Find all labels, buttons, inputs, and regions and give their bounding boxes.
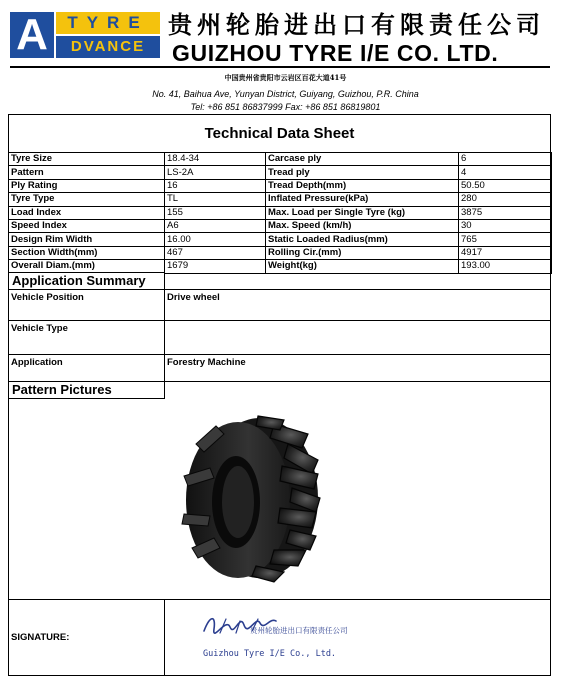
spec-value: LS-2A (165, 166, 266, 179)
spec-label: Max. Speed (km/h) (266, 219, 459, 232)
spec-row (9, 179, 552, 192)
spec-row (9, 166, 552, 179)
application-label: Application (11, 357, 63, 368)
spec-value: 280 (459, 193, 552, 206)
spec-table (8, 152, 552, 274)
spec-value: 1679 (165, 260, 266, 273)
spec-label: Inflated Pressure(kPa) (266, 193, 459, 206)
logo-tyre-text: TYRE (67, 13, 149, 32)
tyre-illustration (178, 414, 326, 584)
spec-value: 6 (459, 153, 552, 166)
spec-value: 467 (165, 246, 266, 259)
signature-divider (8, 599, 551, 600)
spec-value: 4917 (459, 246, 552, 259)
spec-value: 50.50 (459, 179, 552, 192)
company-stamp-english: Guizhou Tyre I/E Co., Ltd. (203, 649, 337, 659)
vehicle-type-label: Vehicle Type (11, 323, 68, 334)
spec-label: Carcase ply (266, 153, 459, 166)
app-row-divider (8, 320, 551, 321)
spec-row (9, 260, 552, 273)
spec-label: Load Index (9, 206, 165, 219)
contact-numbers: Tel: +86 851 86837999 Fax: +86 851 86819801 (190, 102, 381, 112)
spec-value: 16.00 (165, 233, 266, 246)
spec-label: Weight(kg) (266, 260, 459, 273)
application-summary-heading: Application Summary (8, 272, 165, 290)
spec-label: Section Width(mm) (9, 246, 165, 259)
spec-value: 765 (459, 233, 552, 246)
spec-label: Tyre Type (9, 193, 165, 206)
spec-value: 155 (165, 206, 266, 219)
spec-value: 30 (459, 219, 552, 232)
company-stamp-chinese: 贵州轮胎进出口有限责任公司 (250, 626, 348, 635)
spec-value: TL (165, 193, 266, 206)
vehicle-position-label: Vehicle Position (11, 292, 84, 303)
logo-letter: A (16, 10, 48, 59)
application-value: Forestry Machine (167, 357, 246, 368)
spec-row (9, 206, 552, 219)
spec-row (9, 246, 552, 259)
app-row-divider (8, 354, 551, 355)
spec-row (9, 153, 552, 166)
spec-label: Tread ply (266, 166, 459, 179)
app-column-divider (164, 289, 165, 381)
spec-label: Ply Rating (9, 179, 165, 192)
tyre-pattern-image (178, 414, 326, 584)
spec-value: 193.00 (459, 260, 552, 273)
spec-label: Design Rim Width (9, 233, 165, 246)
signature-column-divider (164, 599, 165, 676)
spec-value: 18.4-34 (165, 153, 266, 166)
spec-value: A6 (165, 219, 266, 232)
spec-label: Static Loaded Radius(mm) (266, 233, 459, 246)
sheet-title: Technical Data Sheet (204, 125, 355, 142)
address-chinese: 中国贵州省贵阳市云岩区百花大道41号 (224, 73, 347, 82)
spec-row (9, 219, 552, 232)
pattern-pictures-heading: Pattern Pictures (8, 381, 165, 399)
vehicle-position-value: Drive wheel (167, 292, 220, 303)
company-logo (10, 12, 160, 58)
spec-value: 3875 (459, 206, 552, 219)
spec-value: 4 (459, 166, 552, 179)
company-name-english: GUIZHOU TYRE I/E CO. LTD. (172, 40, 499, 66)
app-row-divider (8, 289, 551, 290)
spec-label: Tyre Size (9, 153, 165, 166)
address-english: No. 41, Baihua Ave, Yunyan District, Guiyang, Guizhou, P.R. China (152, 89, 419, 99)
company-name-chinese: 贵州轮胎进出口有限责任公司 (168, 10, 545, 39)
header-divider (10, 66, 550, 68)
spec-label: Rolling Cir.(mm) (266, 246, 459, 259)
logo-advance-text: DVANCE (70, 38, 146, 55)
spec-label: Speed Index (9, 219, 165, 232)
spec-label: Overall Diam.(mm) (9, 260, 165, 273)
spec-label: Tread Depth(mm) (266, 179, 459, 192)
spec-value: 16 (165, 179, 266, 192)
spec-label: Max. Load per Single Tyre (kg) (266, 206, 459, 219)
spec-row (9, 233, 552, 246)
spec-row (9, 193, 552, 206)
spec-label: Pattern (9, 166, 165, 179)
signature-label: SIGNATURE: (11, 632, 70, 643)
